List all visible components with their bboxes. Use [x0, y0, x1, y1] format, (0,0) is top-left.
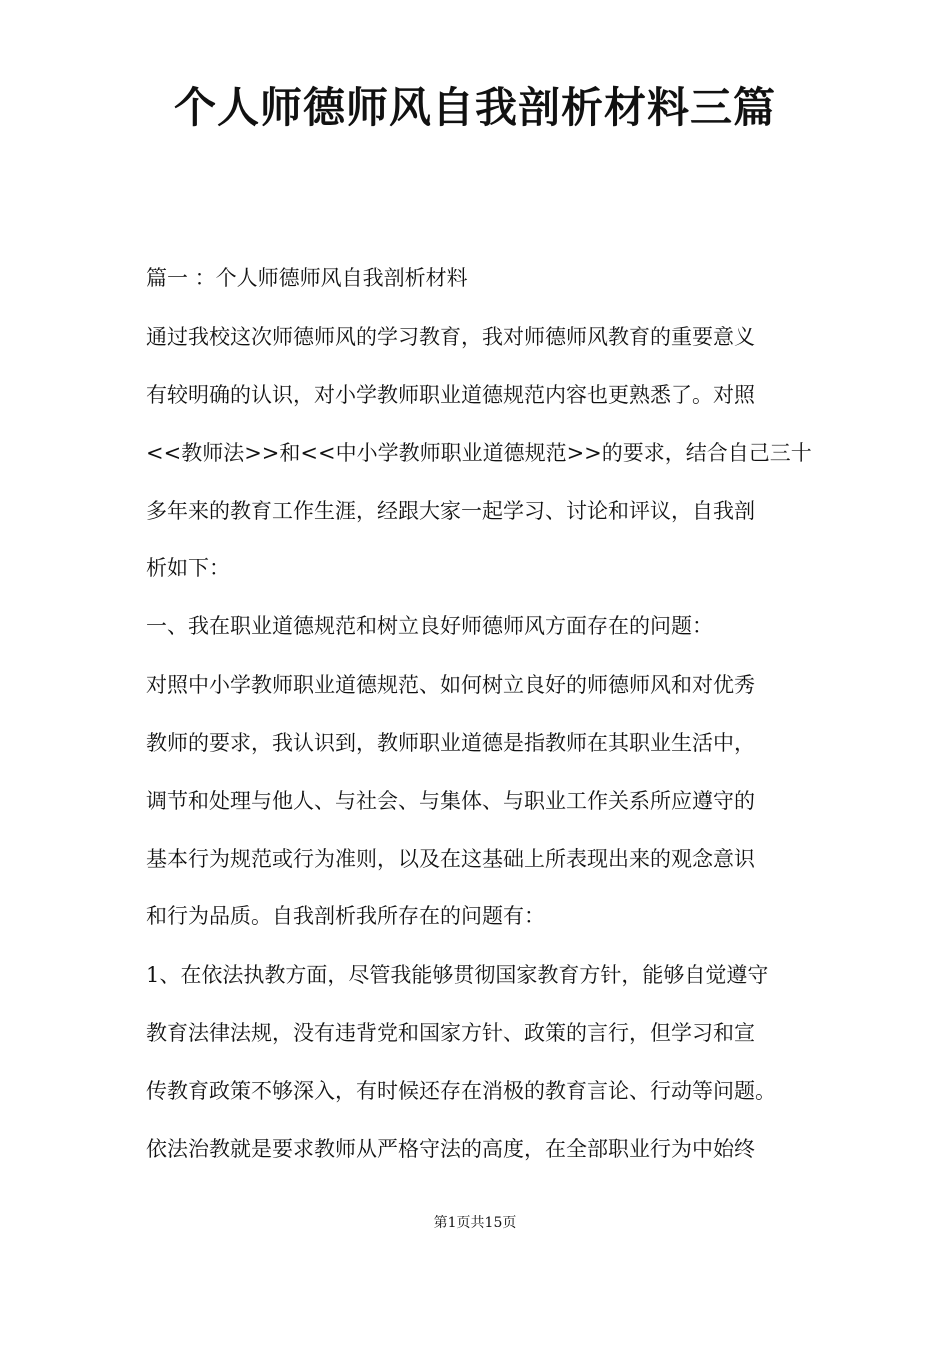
section-heading: 一、我在职业道德规范和树立良好师德师风方面存在的问题： [146, 614, 713, 638]
document-title: 个人师德师风自我剖析材料三篇 [173, 83, 776, 132]
body-line: 和行为品质。自我剖析我所存在的问题有： [146, 904, 545, 928]
body-line: 1、在依法执教方面，尽管我能够贯彻国家教育方针，能够自觉遵守 [146, 963, 769, 987]
body-line: 通过我校这次师德师风的学习教育，我对师德师风教育的重要意义 [146, 325, 755, 349]
body-line: 多年来的教育工作生涯，经跟大家一起学习、讨论和评议，自我剖 [146, 499, 755, 523]
body-line: <<教师法>>和<<中小学教师职业道德规范>>的要求，结合自己三十 [146, 441, 812, 465]
body-line: 教育法律法规，没有违背党和国家方针、政策的言行，但学习和宣 [146, 1021, 755, 1045]
body-line: 调节和处理与他人、与社会、与集体、与职业工作关系所应遵守的 [146, 789, 755, 813]
body-line: 篇一 ：个人师德师风自我剖析材料 [146, 266, 468, 290]
body-line: 教师的要求，我认识到，教师职业道德是指教师在其职业生活中， [146, 731, 755, 755]
body-line: 基本行为规范或行为准则，以及在这基础上所表现出来的观念意识 [146, 847, 755, 871]
body-line: 有较明确的认识，对小学教师职业道德规范内容也更熟悉了。对照 [146, 383, 755, 407]
body-line: 传教育政策不够深入，有时候还存在消极的教育言论、行动等问题。 [146, 1079, 776, 1103]
body-line: 对照中小学教师职业道德规范、如何树立良好的师德师风和对优秀 [146, 673, 755, 697]
page-footer: 第1页共15页 [433, 1215, 517, 1231]
body-line: 依法治教就是要求教师从严格守法的高度，在全部职业行为中始终 [146, 1137, 755, 1161]
body-line: 析如下： [146, 556, 230, 580]
